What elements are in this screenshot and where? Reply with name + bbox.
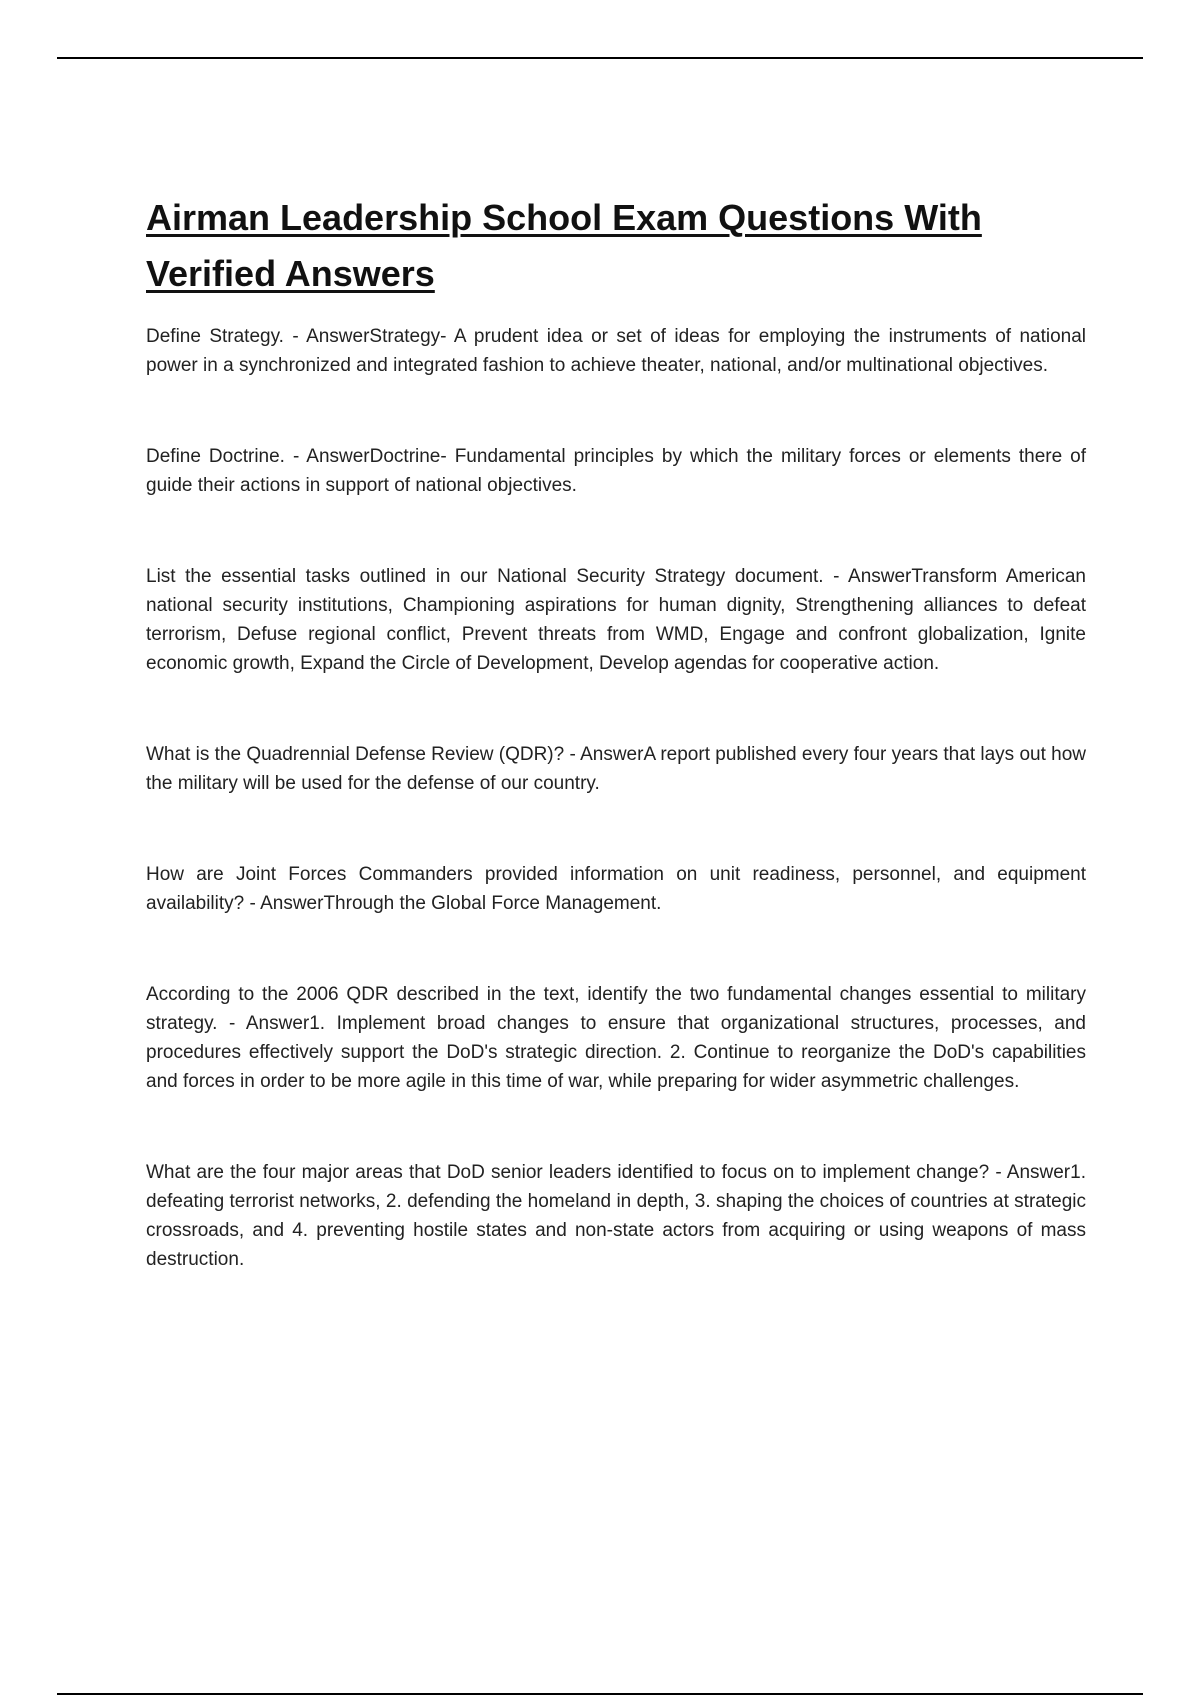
answer-text: 1. defeating terrorist networks, 2. defending the homeland in depth, 3. shaping the choices of countries at strategic crossroads, and 4. preventing hostile states and non-state actors from acquiring or using weapons of mass destruction. bbox=[146, 1162, 1086, 1270]
question-text: What is the Quadrennial Defense Review (QDR)? bbox=[146, 744, 565, 765]
separator: - bbox=[244, 893, 261, 914]
separator: - bbox=[217, 1013, 246, 1034]
top-rule bbox=[57, 57, 1143, 59]
answer-prefix: Answer bbox=[306, 326, 370, 347]
answer-prefix: Answer bbox=[848, 566, 912, 587]
separator: - bbox=[564, 744, 581, 765]
separator: - bbox=[283, 326, 307, 347]
separator: - bbox=[284, 446, 307, 467]
answer-prefix: Answer bbox=[306, 446, 370, 467]
question-text: Define Strategy. bbox=[146, 326, 284, 347]
answer-text: Transform American national security institutions, Championing aspirations for human dignity, Strengthening alliances to defeat terrorism, Defuse regional conflict, Prevent threats from WMD, Engage and confront globalization, Ignite economic growth, Expand the Circle of Development, Develop agendas for cooperative action. bbox=[146, 566, 1087, 674]
separator: - bbox=[989, 1162, 1007, 1183]
answer-text: Through the Global Force Management. bbox=[323, 893, 662, 914]
answer-prefix: Answer bbox=[260, 893, 324, 914]
qa-item bbox=[146, 442, 1086, 500]
qa-list bbox=[146, 322, 1086, 1274]
answer-text: Strategy- A prudent idea or set of ideas for employing the instruments of national power in a synchronized and integrated fashion to achieve theater, national, and/or multinational objectives. bbox=[146, 326, 1087, 376]
answer-prefix: Answer bbox=[1006, 1162, 1071, 1183]
answer-text: A report published every four years that lays out how the military will be used for the defense of our country. bbox=[146, 744, 1086, 794]
question-text: List the essential tasks outlined in our National Security Strategy document. bbox=[146, 566, 824, 587]
question-text: What are the four major areas that DoD senior leaders identified to focus on to implement change? bbox=[146, 1162, 990, 1183]
question-text: How are Joint Forces Commanders provided information on unit readiness, personnel, and equipment availability? bbox=[146, 864, 1086, 914]
qa-item bbox=[146, 740, 1086, 798]
question-text: Define Doctrine. bbox=[146, 446, 285, 467]
answer-text: Doctrine- Fundamental principles by which the military forces or elements there of guide their actions in support of national objectives. bbox=[146, 446, 1087, 496]
answer-text: 1. Implement broad changes to ensure that organizational structures, processes, and procedures effectively support the DoD's strategic direction. 2. Continue to reorganize the DoD's capabilities and forces in order to be more agile in this time of war, while preparing for wider asymmetric challenges. bbox=[146, 1013, 1086, 1092]
qa-item bbox=[146, 562, 1086, 678]
question-text: According to the 2006 QDR described in the text, identify the two fundamental changes essential to military strategy. bbox=[146, 984, 1086, 1034]
answer-prefix: Answer bbox=[580, 744, 644, 765]
qa-item bbox=[146, 980, 1086, 1096]
document-body bbox=[146, 190, 1086, 1274]
separator: - bbox=[823, 566, 849, 587]
qa-item bbox=[146, 1158, 1086, 1274]
document-title: Airman Leadership School Exam Questions With Verified Answers bbox=[146, 197, 982, 294]
qa-item bbox=[146, 860, 1086, 918]
answer-prefix: Answer bbox=[245, 1013, 310, 1034]
bottom-rule bbox=[57, 1693, 1143, 1695]
qa-item bbox=[146, 322, 1086, 380]
